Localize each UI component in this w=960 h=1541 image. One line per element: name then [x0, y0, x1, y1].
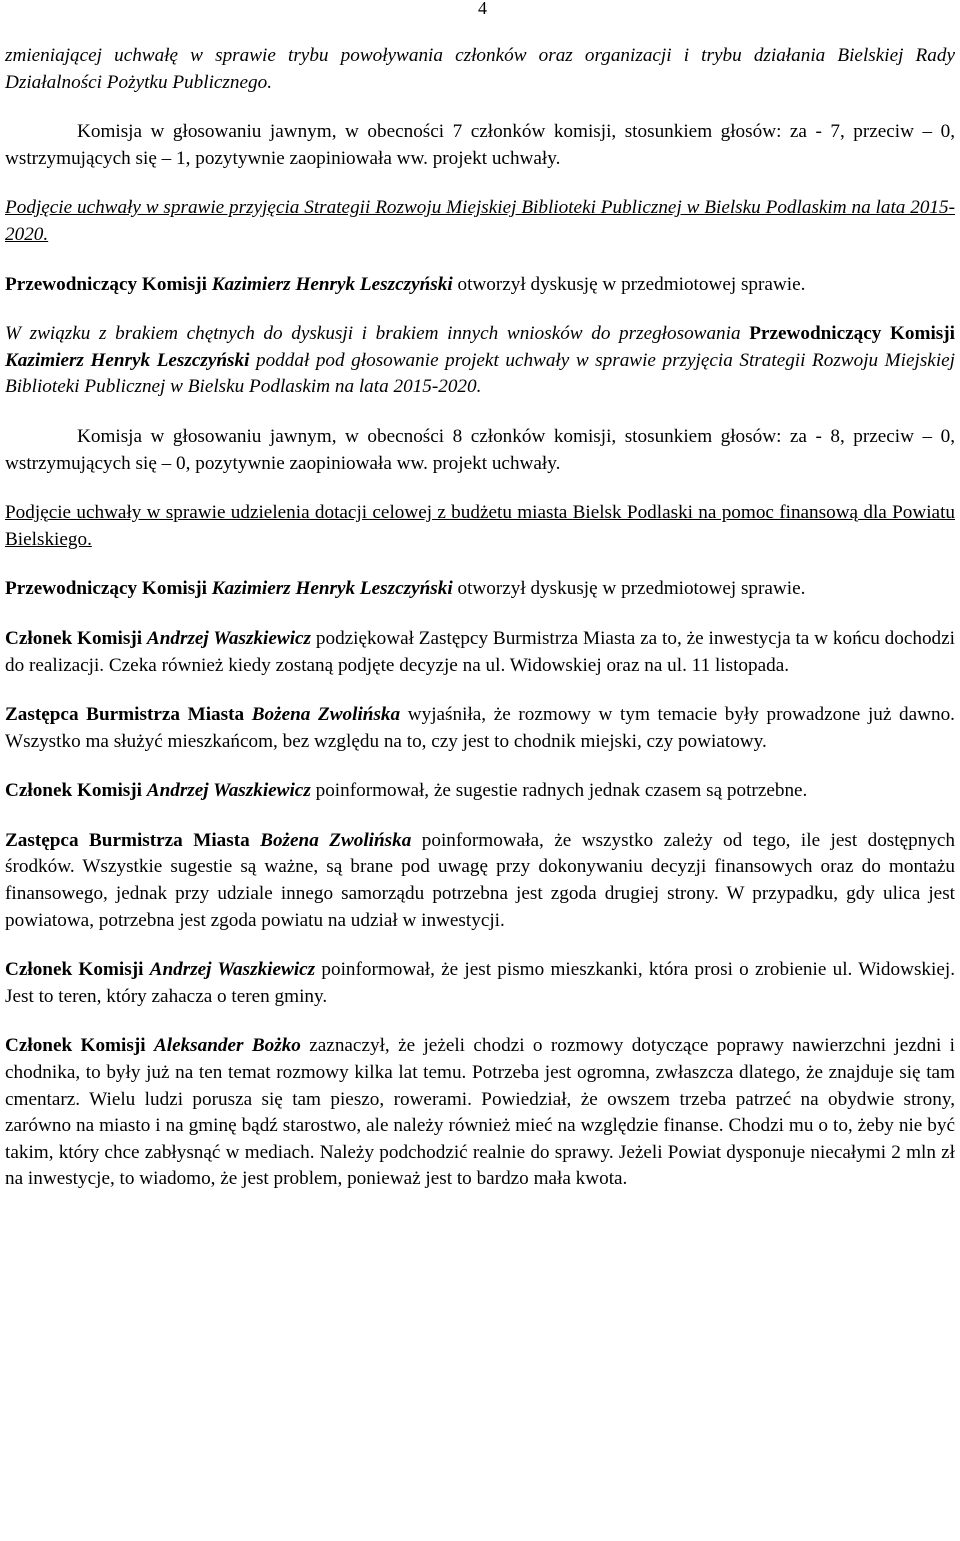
paragraph-vote-result-1: Komisja w głosowaniu jawnym, w obecności 7 członków komisji, stosunkiem głosów: za - 7, przeciw – 0, wstrzymujących się – 1, pozytywnie zaopiniowała ww. projekt uchwały. — [5, 121, 955, 169]
page-number: 4 — [478, 0, 487, 18]
paragraph-text: poinformował, że sugestie radnych jednak czasem są potrzebne. — [310, 780, 808, 802]
document-body — [5, 43, 955, 1216]
paragraph-intro: W związku z brakiem chętnych do dyskusji i brakiem innych wniosków do przegłosowania — [5, 323, 750, 345]
paragraph-waszkiewicz-letter — [5, 957, 955, 1010]
paragraph-zwolinska-explains — [5, 702, 955, 755]
paragraph-text: wyjaśniła, że rozmowy w tym temacie były prowadzone już dawno. Wszystko ma służyć mieszkańcom, bez względu na to, czy jest to chodnik miejski, czy powiatowy. — [5, 704, 955, 752]
speaker-role: Zastępca Burmistrza Miasta — [5, 829, 250, 851]
speaker-name: Bożena Zwolińska — [260, 829, 412, 851]
paragraph-vote-result-2: Komisja w głosowaniu jawnym, w obecności 8 członków komisji, stosunkiem głosów: za - 8, przeciw – 0, wstrzymujących się – 0, pozytywnie zaopiniowała ww. projekt uchwały. — [5, 425, 955, 474]
paragraph-chair-opens-discussion-1 — [5, 272, 955, 299]
paragraph-waszkiewicz-thanks — [5, 626, 955, 679]
paragraph-chair-opens-discussion-2 — [5, 576, 955, 603]
speaker-name: Kazimierz Henryk Leszczyński — [211, 273, 453, 295]
speaker-name: Kazimierz Henryk Leszczyński — [5, 349, 250, 371]
speaker-name: Kazimierz Henryk Leszczyński — [211, 578, 453, 600]
speaker-name: Andrzej Waszkiewicz — [146, 627, 312, 649]
paragraph-text: otworzył dyskusję w przedmiotowej sprawie. — [452, 578, 806, 600]
speaker-role: Przewodniczący Komisji — [749, 323, 955, 345]
paragraph-resolution-continuation: zmieniającej uchwałę w sprawie trybu powoływania członków oraz organizacji i trybu działania Bielskiej Rady Działalności Pożytku Publicznego. — [5, 45, 955, 93]
paragraph-text: zaznaczył, że jeżeli chodzi o rozmowy dotyczące poprawy nawierzchni jezdni i chodnika, to były już na ten temat rozmowy kilka lat temu. Potrzeba jest ogromna, zwłaszcza dlatego, że znajduje się tam cmentarz. Wielu ludzi porusza się tam pieszo, rowerami. Powiedział, że owszem trzeba patrzeć na obydwie strony, zarówno na miasto i na gminę bądź starostwo, ale należy również mieć na względzie finanse. Chodzi mu o to, żeby nie być takim, który chce zabłysnąć w mediach. Należy podchodzić realnie do sprawy. Jeżeli Powiat dysponuje niecałymi 2 mln zł na inwestycje, to wiadomo, że jest problem, ponieważ jest to bardzo mała kwota. — [5, 1035, 955, 1190]
speaker-name: Bożena Zwolińska — [251, 704, 401, 726]
speaker-name: Andrzej Waszkiewicz — [149, 959, 316, 981]
speaker-name: Andrzej Waszkiewicz — [146, 780, 311, 802]
paragraph-zwolinska-funds — [5, 828, 955, 934]
paragraph-chair-calls-vote — [5, 321, 955, 401]
speaker-role: Członek Komisji — [5, 1035, 146, 1057]
speaker-role: Członek Komisji — [5, 780, 142, 802]
speaker-role: Przewodniczący Komisji — [5, 273, 207, 295]
agenda-item-library-strategy: Podjęcie uchwały w sprawie przyjęcia Strategii Rozwoju Miejskiej Biblioteki Publicznej w Bielsku Podlaskim na lata 2015-2020. — [5, 197, 955, 245]
speaker-role: Członek Komisji — [5, 627, 143, 649]
agenda-item-targeted-grant: Podjęcie uchwały w sprawie udzielenia dotacji celowej z budżetu miasta Bielsk Podlaski na pomoc finansową dla Powiatu Bielskiego. — [5, 502, 955, 550]
paragraph-bozko-remarks — [5, 1033, 955, 1193]
paragraph-text: poinformowała, że wszystko zależy od tego, ile jest dostępnych środków. Wszystkie sugestie są ważne, są brane pod uwagę przy dokonywaniu decyzji finansowych oraz do montażu finansowego, jednak przy udziale innego samorządu potrzebna jest zgoda drugiej strony. W przypadku, gdy ulica jest powiatowa, potrzebna jest zgoda powiatu na udział w inwestycji. — [5, 829, 956, 931]
paragraph-waszkiewicz-suggestions — [5, 778, 955, 805]
speaker-role: Przewodniczący Komisji — [5, 578, 207, 600]
speaker-role: Zastępca Burmistrza Miasta — [5, 704, 245, 726]
paragraph-text: podziękował Zastępcy Burmistrza Miasta za to, że inwestycja ta w końcu dochodzi do realizacji. Czeka również kiedy zostaną podjęte decyzje na ul. Widowskiej oraz na ul. 11 listopada. — [5, 627, 955, 676]
paragraph-text: poinformował, że jest pismo mieszkanki, która prosi o zrobienie ul. Widowskiej. Jest to teren, który zahacza o teren gminy. — [5, 959, 955, 1007]
speaker-name: Aleksander Bożko — [153, 1035, 301, 1057]
paragraph-text: poddał pod głosowanie projekt uchwały w sprawie przyjęcia Strategii Rozwoju Miejskiej Biblioteki Publicznej w Bielsku Podlaskim na lata 2015-2020. — [5, 349, 955, 398]
paragraph-text: otworzył dyskusję w przedmiotowej sprawie. — [452, 273, 806, 295]
speaker-role: Członek Komisji — [5, 959, 144, 981]
